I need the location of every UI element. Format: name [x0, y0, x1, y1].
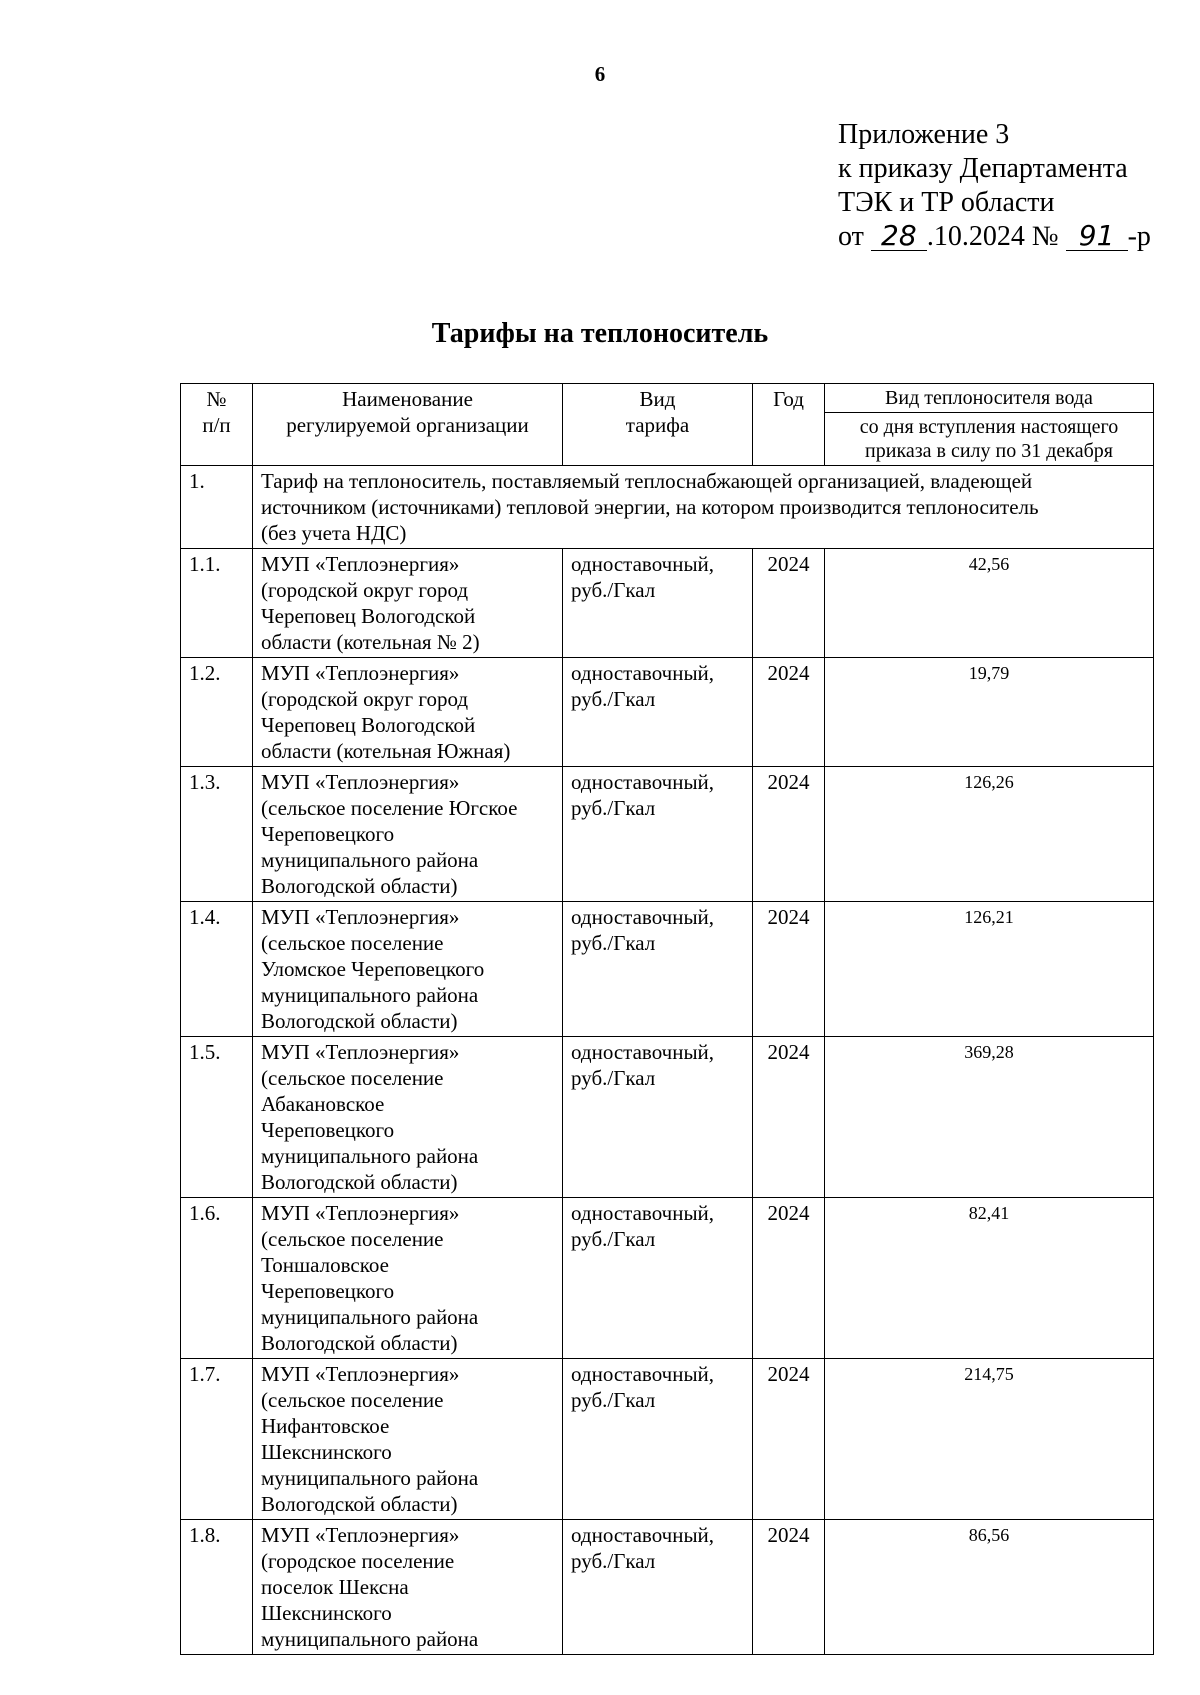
row-num: 1.8.	[181, 1520, 253, 1655]
table-row	[181, 549, 1154, 658]
page-number: 6	[594, 62, 606, 86]
row-tariff-type: одноставочный, руб./Гкал	[563, 1198, 753, 1359]
date-prefix: от	[838, 221, 864, 252]
table-row	[181, 1037, 1154, 1198]
row-tariff-type: одноставочный, руб./Гкал	[563, 658, 753, 767]
table-header-row	[181, 384, 1154, 413]
section-row	[181, 466, 1154, 549]
appendix-line-1: Приложение 3	[838, 119, 1010, 150]
row-value: 126,26	[825, 767, 1154, 902]
row-year: 2024	[753, 1037, 825, 1198]
table-row	[181, 1198, 1154, 1359]
appendix-line-2: к приказу Департамента	[838, 153, 1128, 184]
header-carrier: Вид теплоносителя вода	[825, 384, 1154, 413]
row-num: 1.6.	[181, 1198, 253, 1359]
section-text: Тариф на теплоноситель, поставляемый теплоснабжающей организацией, владеющей источником (источниками) тепловой энергии, на котором производится теплоноситель (без учета НДС)	[253, 466, 1154, 549]
row-year: 2024	[753, 767, 825, 902]
row-tariff-type: одноставочный, руб./Гкал	[563, 902, 753, 1037]
row-value: 126,21	[825, 902, 1154, 1037]
row-num: 1.4.	[181, 902, 253, 1037]
row-value: 214,75	[825, 1359, 1154, 1520]
table-row	[181, 1520, 1154, 1655]
table-row	[181, 1359, 1154, 1520]
header-org: Наименование регулируемой организации	[253, 384, 563, 466]
row-org: МУП «Теплоэнергия» (сельское поселение Уломское Череповецкого муниципального района Вологодской области)	[253, 902, 563, 1037]
row-org: МУП «Теплоэнергия» (сельское поселение Абакановское Череповецкого муниципального района Вологодской области)	[253, 1037, 563, 1198]
date-rest: .10.2024 №	[926, 221, 1059, 252]
row-org: МУП «Теплоэнергия» (сельское поселение Нифантовское Шекснинского муниципального района Вологодской области)	[253, 1359, 563, 1520]
table-row	[181, 902, 1154, 1037]
row-org: МУП «Теплоэнергия» (сельское поселение Тоншаловское Череповецкого муниципального района Вологодской области)	[253, 1198, 563, 1359]
row-year: 2024	[753, 549, 825, 658]
row-num: 1.2.	[181, 658, 253, 767]
row-value: 82,41	[825, 1198, 1154, 1359]
row-tariff-type: одноставочный, руб./Гкал	[563, 1359, 753, 1520]
row-num: 1.1.	[181, 549, 253, 658]
header-num: № п/п	[181, 384, 253, 466]
row-num: 1.7.	[181, 1359, 253, 1520]
header-period: со дня вступления настоящего приказа в силу по 31 декабря	[825, 413, 1154, 466]
row-year: 2024	[753, 902, 825, 1037]
handwritten-order-number: 91	[1066, 222, 1128, 251]
row-value: 86,56	[825, 1520, 1154, 1655]
row-num: 1.3.	[181, 767, 253, 902]
header-year: Год	[753, 384, 825, 466]
header-tariff-type: Вид тарифа	[563, 384, 753, 466]
document-title: Тарифы на теплоноситель	[431, 318, 769, 349]
row-value: 369,28	[825, 1037, 1154, 1198]
order-suffix: -р	[1127, 221, 1151, 252]
tariff-rows	[181, 549, 1154, 1655]
row-tariff-type: одноставочный, руб./Гкал	[563, 1520, 753, 1655]
appendix-line-3: ТЭК и ТР области	[838, 187, 1055, 218]
row-value: 42,56	[825, 549, 1154, 658]
handwritten-day: 28	[871, 222, 927, 251]
row-org: МУП «Теплоэнергия» (городской округ город Череповец Вологодской области (котельная № 2)	[253, 549, 563, 658]
row-num: 1.5.	[181, 1037, 253, 1198]
row-year: 2024	[753, 1520, 825, 1655]
row-value: 19,79	[825, 658, 1154, 767]
row-year: 2024	[753, 658, 825, 767]
section-num: 1.	[181, 466, 253, 549]
appendix-block	[838, 118, 1151, 254]
appendix-date-line	[838, 220, 1151, 254]
row-year: 2024	[753, 1198, 825, 1359]
row-org: МУП «Теплоэнергия» (городское поселение поселок Шексна Шекснинского муниципального района	[253, 1520, 563, 1655]
table-row	[181, 767, 1154, 902]
table-row	[181, 658, 1154, 767]
row-org: МУП «Теплоэнергия» (городской округ город Череповец Вологодской области (котельная Южная)	[253, 658, 563, 767]
row-org: МУП «Теплоэнергия» (сельское поселение Югское Череповецкого муниципального района Вологодской области)	[253, 767, 563, 902]
row-tariff-type: одноставочный, руб./Гкал	[563, 1037, 753, 1198]
row-year: 2024	[753, 1359, 825, 1520]
tariffs-table	[180, 383, 1154, 1655]
row-tariff-type: одноставочный, руб./Гкал	[563, 549, 753, 658]
row-tariff-type: одноставочный, руб./Гкал	[563, 767, 753, 902]
